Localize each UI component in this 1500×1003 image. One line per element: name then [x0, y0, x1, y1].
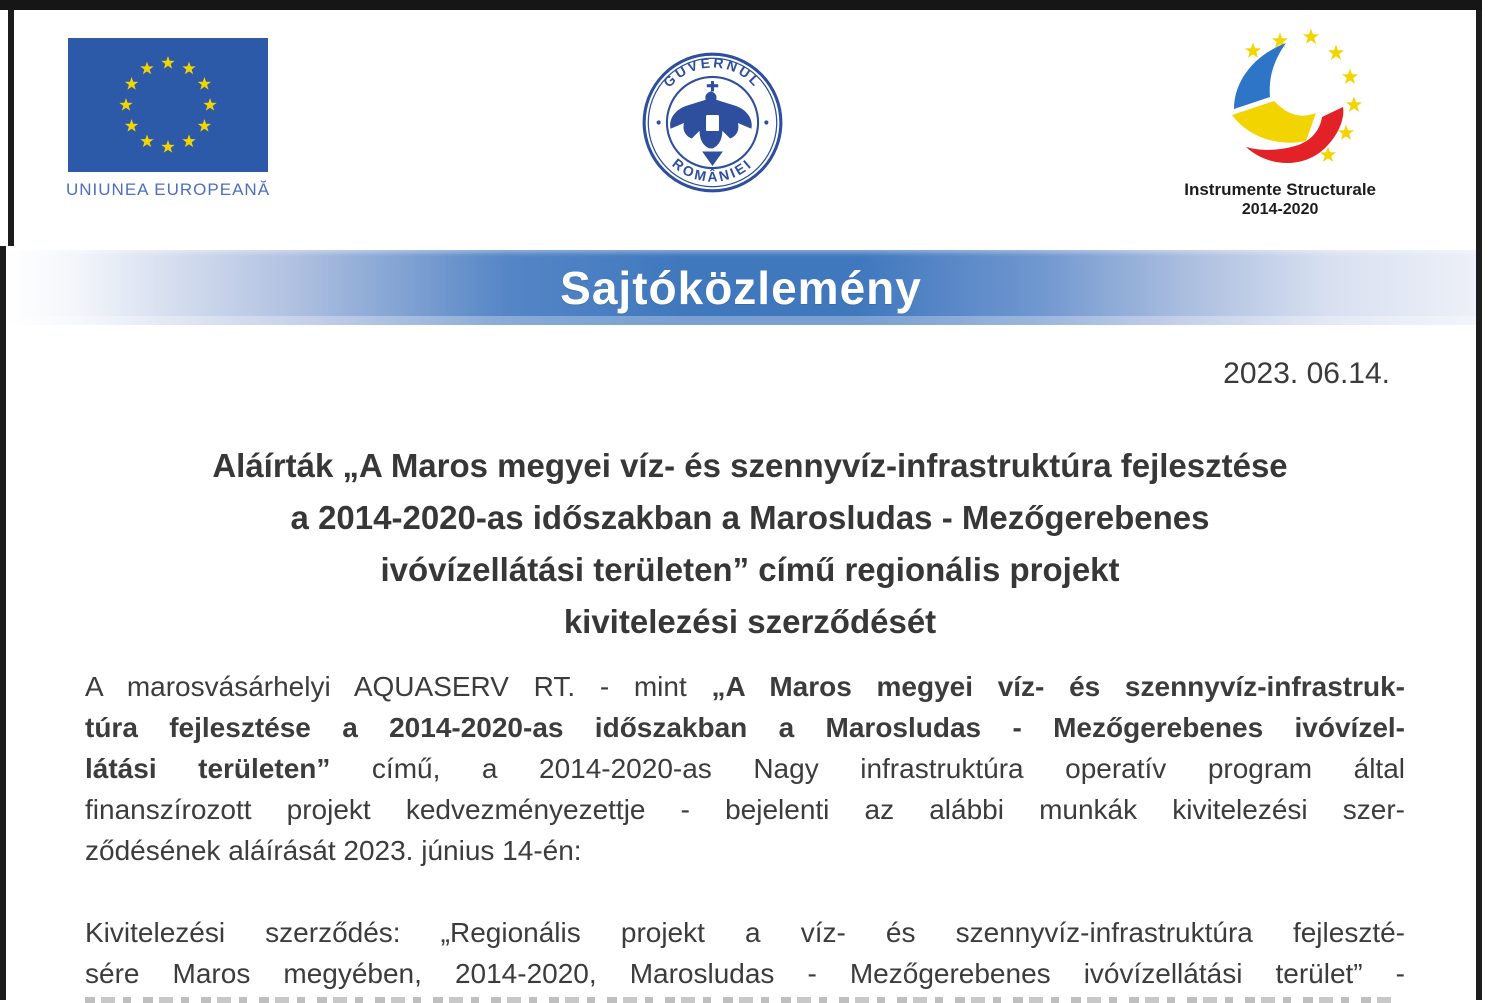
body-paragraph [85, 666, 1405, 871]
svg-text:ROMÂNIEI: ROMÂNIEI [669, 154, 756, 185]
document-date: 2023. 06.14. [1223, 357, 1390, 390]
paragraph-line: látási területen” című, a 2014-2020-as Nagy infrastruktúra operatív program által [85, 753, 1405, 784]
page-border-right [1476, 10, 1482, 1000]
paragraph-line: ződésének aláírását 2023. június 14-én: [85, 835, 582, 866]
svg-text:GUVERNUL: GUVERNUL [659, 54, 765, 91]
logo-header [14, 10, 1476, 250]
instrumente-structurale-icon [1198, 25, 1363, 175]
title-line: a 2014-2020-as időszakban a Marosludas - Mezőgerebenes [290, 499, 1210, 536]
government-seal-block [640, 50, 785, 195]
clipped-text-line [85, 997, 1395, 1003]
guvernul-romaniei-seal-icon [640, 50, 785, 195]
paragraph-line: túra fejlesztése a 2014-2020-as időszakban a Marosludas - Mezőgerebenes ivóvízel- [85, 712, 1405, 743]
instrumente-structurale-label: Instrumente Structurale [1184, 180, 1376, 199]
document-title [55, 440, 1445, 648]
paragraph-line: A marosvásárhelyi AQUASERV RT. - mint „A Maros megyei víz- és szennyvíz-infrastruk- [85, 671, 1405, 702]
eu-flag-icon [68, 38, 268, 172]
instrumente-structurale-block [1184, 25, 1376, 219]
title-line: ivóvízellátási területen” című regionális projekt [380, 551, 1120, 588]
eagle-emblem [670, 81, 752, 166]
paragraph-line: sére Maros megyében, 2014-2020, Marosludas - Mezőgerebenes ivóvízellátási terület” - [85, 958, 1405, 989]
eu-logo-label: UNIUNEA EUROPEANĂ [66, 180, 271, 199]
paragraph-line: finanszírozott projekt kedvezményezettje - bejelenti az alábbi munkák kivitelezési szer- [85, 794, 1405, 825]
instrumente-structurale-years: 2014-2020 [1241, 201, 1319, 218]
eu-logo-block [66, 38, 270, 200]
press-release-banner [6, 250, 1476, 325]
banner-title: Sajtóközlemény [560, 261, 922, 314]
body-paragraph [85, 912, 1405, 1003]
title-line: Aláírták „A Maros megyei víz- és szennyvíz-infrastruktúra fejlesztése [212, 447, 1288, 484]
paragraph-line: Kivitelezési szerződés: „Regionális projekt a víz- és szennyvíz-infrastruktúra fejleszté- [85, 917, 1405, 948]
page-border-top [0, 0, 1482, 10]
title-line: kivitelezési szerződését [563, 603, 937, 640]
